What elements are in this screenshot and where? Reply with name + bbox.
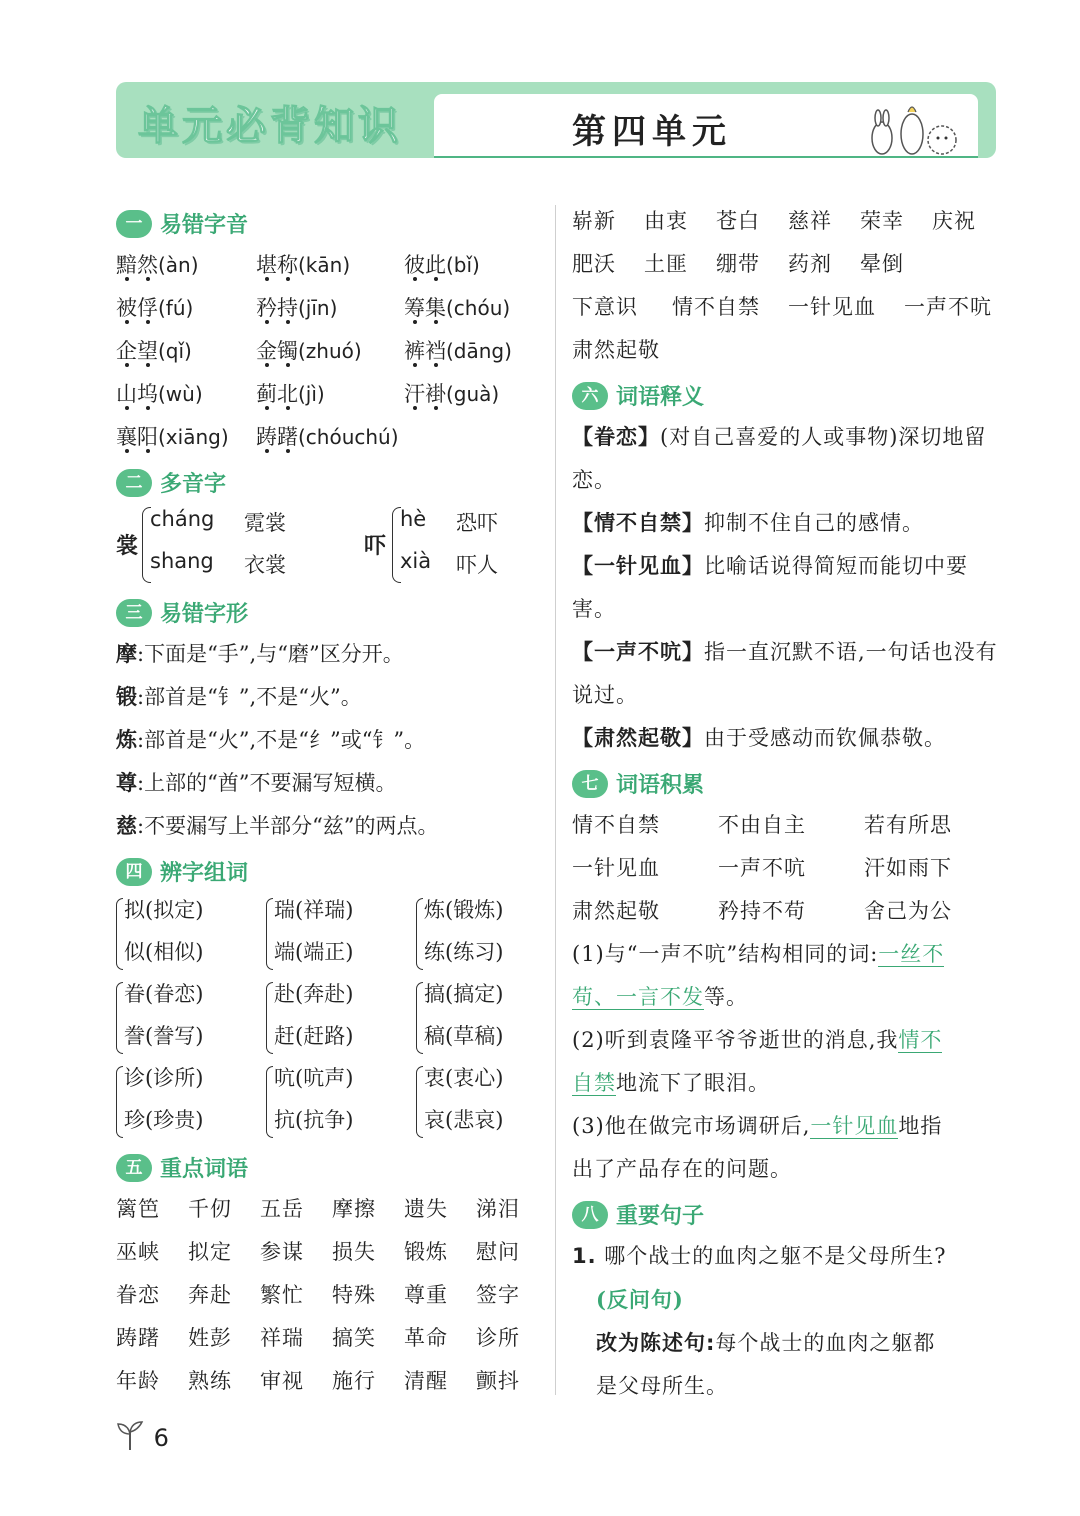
unit-title: 第四单元 xyxy=(572,112,732,152)
section-badge: 八 xyxy=(572,1201,608,1229)
word-row xyxy=(116,1317,546,1360)
word-bank xyxy=(572,804,1002,933)
poly-word: 衣裳 xyxy=(244,553,286,577)
word: 姓彭 xyxy=(188,1326,232,1350)
pron-row xyxy=(116,373,546,416)
idiom: 情不自禁 xyxy=(572,813,660,837)
exercise-2: (2)听到袁隆平爷爷逝世的消息,我情不 自禁地流下了眼泪。 xyxy=(572,1028,943,1095)
word: 庆祝 xyxy=(932,209,976,233)
word: 革命 xyxy=(404,1326,448,1350)
idiom: 不由自主 xyxy=(718,813,806,837)
compare-word: 衷(衷心) xyxy=(424,1066,504,1090)
word: 五岳 xyxy=(260,1197,304,1221)
poly-word: 恐吓 xyxy=(456,511,498,535)
definition: 【肃然起敬】由于受感动而钦佩恭敬。 xyxy=(572,726,946,750)
compare-word: 诊(诊所) xyxy=(124,1066,204,1090)
word-row xyxy=(572,200,1002,243)
section-badge: 七 xyxy=(572,770,608,798)
definition: 【眷恋】(对自己喜爱的人或事物)深切地留恋。 xyxy=(572,425,987,492)
page-number: 6 xyxy=(116,1420,169,1452)
section-badge: 六 xyxy=(572,382,608,410)
word: 荣幸 xyxy=(860,209,904,233)
word-row xyxy=(572,243,1002,286)
exercise-1: (1)与“一声不吭”结构相同的词:一丝不 苟、一言不发等。 xyxy=(572,942,945,1009)
definitions xyxy=(572,416,1002,760)
pron-item: 襄阳(xiāng) xyxy=(116,425,229,449)
word: 熟练 xyxy=(188,1369,232,1393)
word: 下意识 xyxy=(572,295,638,319)
pron-row xyxy=(116,244,546,287)
poly-word: 吓人 xyxy=(456,553,498,577)
compare-word: 炼(锻炼) xyxy=(424,898,504,922)
word: 拟定 xyxy=(188,1240,232,1264)
key-words-grid-cont xyxy=(572,200,1002,372)
word: 遗失 xyxy=(404,1197,448,1221)
word: 施行 xyxy=(332,1369,376,1393)
section-head-5 xyxy=(116,1148,546,1188)
word: 清醒 xyxy=(404,1369,448,1393)
compare-row xyxy=(116,1060,546,1144)
word: 土匪 xyxy=(644,252,688,276)
pron-item: 被俘(fú) xyxy=(116,296,194,320)
section-title: 词语释义 xyxy=(616,385,705,410)
compare-row xyxy=(116,892,546,976)
word-row xyxy=(116,1231,546,1274)
section-head-2 xyxy=(116,463,546,503)
idiom-row xyxy=(572,890,1002,933)
word: 药剂 xyxy=(788,252,832,276)
compare-word: 端(端正) xyxy=(274,940,354,964)
word: 绷带 xyxy=(716,252,760,276)
sentence-type: (反问句) xyxy=(596,1287,684,1312)
word: 搞笑 xyxy=(332,1326,376,1350)
compare-word: 眷(眷恋) xyxy=(124,982,204,1006)
section-badge: 三 xyxy=(116,599,152,627)
word: 一针见血 xyxy=(788,295,876,319)
compare-word: 赴(奔赴) xyxy=(274,982,354,1006)
compare-word: 抗(抗争) xyxy=(274,1108,354,1132)
definition: 【一针见血】比喻话说得简短而能切中要害。 xyxy=(572,554,968,621)
answer: 一针见血 xyxy=(810,1114,899,1138)
word: 审视 xyxy=(260,1369,304,1393)
word: 踌躇 xyxy=(116,1326,160,1350)
word: 年龄 xyxy=(116,1369,160,1393)
definition: 【一声不吭】指一直沉默不语,一句话也没有说过。 xyxy=(572,640,998,707)
word: 损失 xyxy=(332,1240,376,1264)
left-column xyxy=(116,200,546,1403)
column-divider xyxy=(555,205,556,1395)
answer: 情不 xyxy=(898,1028,943,1052)
answer: 自禁 xyxy=(572,1071,616,1095)
idiom: 汗如雨下 xyxy=(864,856,952,880)
pron-item: 堪称(kān) xyxy=(256,253,351,277)
compare-word: 誊(誊写) xyxy=(124,1024,204,1048)
banner-title: 单元必背知识 xyxy=(138,103,402,149)
word: 奔赴 xyxy=(188,1283,232,1307)
sentence-1: 1. 哪个战士的血肉之躯不是父母所生? xyxy=(572,1244,947,1268)
pron-item: 踌躇(chóuchú) xyxy=(256,425,399,449)
unit-title-box xyxy=(434,94,978,158)
word: 篱笆 xyxy=(116,1197,160,1221)
poly-char: 吓 xyxy=(364,533,387,559)
word: 繁忙 xyxy=(260,1283,304,1307)
glyph-item: 炼:部首是“火”,不是“纟”或“钅”。 xyxy=(116,728,426,752)
word: 涕泪 xyxy=(476,1197,520,1221)
section-title: 易错字音 xyxy=(160,213,249,238)
word: 眷恋 xyxy=(116,1283,160,1307)
word: 情不自禁 xyxy=(672,295,760,319)
sentence-rewrite: 改为陈述句:每个战士的血肉之躯都 是父母所生。 xyxy=(596,1331,936,1398)
word: 颤抖 xyxy=(476,1369,520,1393)
glyph-item: 尊:上部的“酋”不要漏写短横。 xyxy=(116,771,397,795)
word: 慰问 xyxy=(476,1240,520,1264)
section-title: 辨字组词 xyxy=(160,861,249,886)
compare-word: 拟(拟定) xyxy=(124,898,204,922)
word: 尊重 xyxy=(404,1283,448,1307)
word: 一声不吭 xyxy=(904,295,992,319)
compare-word: 哀(悲哀) xyxy=(424,1108,504,1132)
section-title: 重点词语 xyxy=(160,1157,249,1182)
word: 签字 xyxy=(476,1283,520,1307)
idiom: 舍己为公 xyxy=(864,899,952,923)
word: 慈祥 xyxy=(788,209,832,233)
pron-item: 筹集(chóu) xyxy=(404,296,511,320)
poly-reading: cháng xyxy=(150,507,215,531)
section-title: 易错字形 xyxy=(160,602,249,627)
word: 锻炼 xyxy=(404,1240,448,1264)
poly-char: 裳 xyxy=(116,533,139,559)
word-row xyxy=(116,1360,546,1403)
unit-banner xyxy=(116,82,996,158)
pron-item: 蓟北(jì) xyxy=(256,382,325,406)
idiom: 肃然起敬 xyxy=(572,899,660,923)
compare-groups xyxy=(116,892,546,1144)
section-title: 多音字 xyxy=(160,472,227,497)
word: 晕倒 xyxy=(860,252,904,276)
section-badge: 一 xyxy=(116,210,152,238)
word: 千仞 xyxy=(188,1197,232,1221)
word-row xyxy=(572,329,1002,372)
pron-item: 矜持(jīn) xyxy=(256,296,338,320)
compare-word: 练(练习) xyxy=(424,940,504,964)
poly-reading: shang xyxy=(150,549,214,573)
glyph-item: 慈:不要漏写上半部分“兹”的两点。 xyxy=(116,814,439,838)
poly-reading: xià xyxy=(400,549,432,573)
pron-item: 金镯(zhuó) xyxy=(256,339,362,363)
idiom: 一针见血 xyxy=(572,856,660,880)
word: 巫峡 xyxy=(116,1240,160,1264)
key-words-grid xyxy=(116,1188,546,1403)
glyph-item: 摩:下面是“手”,与“磨”区分开。 xyxy=(116,642,404,666)
poly-reading: hè xyxy=(400,507,427,531)
pron-row xyxy=(116,330,546,373)
compare-word: 似(相似) xyxy=(124,940,204,964)
pron-item: 黯然(àn) xyxy=(116,253,199,277)
idiom: 一声不吭 xyxy=(718,856,806,880)
word: 由衷 xyxy=(644,209,688,233)
pron-row xyxy=(116,287,546,330)
compare-word: 瑞(祥瑞) xyxy=(274,898,354,922)
pron-item: 山坞(wù) xyxy=(116,382,203,406)
word-row xyxy=(572,286,1002,329)
section-title: 重要句子 xyxy=(616,1204,705,1229)
exercise-3: (3)他在做完市场调研后,一针见血地指 出了产品存在的问题。 xyxy=(572,1114,943,1181)
word: 肃然起敬 xyxy=(572,338,660,362)
word: 诊所 xyxy=(476,1326,520,1350)
idiom: 若有所思 xyxy=(864,813,952,837)
word: 摩擦 xyxy=(332,1197,376,1221)
section-head-1 xyxy=(116,204,546,244)
pron-row xyxy=(116,416,546,459)
section-badge: 五 xyxy=(116,1154,152,1182)
glyph-item: 锻:部首是“钅”,不是“火”。 xyxy=(116,685,362,709)
idiom: 矜持不苟 xyxy=(718,899,806,923)
word: 特殊 xyxy=(332,1283,376,1307)
section-head-4 xyxy=(116,852,546,892)
right-column xyxy=(572,200,1002,1408)
answer: 苟、一言不发 xyxy=(572,985,704,1009)
section-badge: 二 xyxy=(116,469,152,497)
word: 肥沃 xyxy=(572,252,616,276)
word: 崭新 xyxy=(572,209,616,233)
definition: 【情不自禁】抑制不住自己的感情。 xyxy=(572,511,924,535)
compare-word: 赶(赶路) xyxy=(274,1024,354,1048)
section-badge: 四 xyxy=(116,858,152,886)
polyphonic-block xyxy=(116,503,546,589)
section-head-6 xyxy=(572,376,1002,416)
pron-item: 汗褂(guà) xyxy=(404,382,500,406)
glyph-list xyxy=(116,633,546,848)
compare-word: 珍(珍贵) xyxy=(124,1108,204,1132)
section-head-3 xyxy=(116,593,546,633)
idiom-row xyxy=(572,804,1002,847)
mascot-icon xyxy=(868,98,968,158)
pron-item: 企望(qǐ) xyxy=(116,339,192,363)
section-title: 词语积累 xyxy=(616,773,705,798)
idiom-row xyxy=(572,847,1002,890)
pron-item: 彼此(bǐ) xyxy=(404,253,480,277)
word-row xyxy=(116,1274,546,1317)
word: 祥瑞 xyxy=(260,1326,304,1350)
word-row xyxy=(116,1188,546,1231)
poly-word: 霓裳 xyxy=(244,511,286,535)
pron-item: 裤裆(dāng) xyxy=(404,339,512,363)
word: 参谋 xyxy=(260,1240,304,1264)
section-head-7 xyxy=(572,764,1002,804)
compare-word: 稿(草稿) xyxy=(424,1024,504,1048)
pronunciation-list xyxy=(116,244,546,459)
word: 苍白 xyxy=(716,209,760,233)
sprout-icon xyxy=(116,1420,146,1452)
compare-word: 搞(搞定) xyxy=(424,982,504,1006)
compare-row xyxy=(116,976,546,1060)
compare-word: 吭(吭声) xyxy=(274,1066,354,1090)
answer: 一丝不 xyxy=(878,942,945,966)
section-head-8 xyxy=(572,1195,1002,1235)
